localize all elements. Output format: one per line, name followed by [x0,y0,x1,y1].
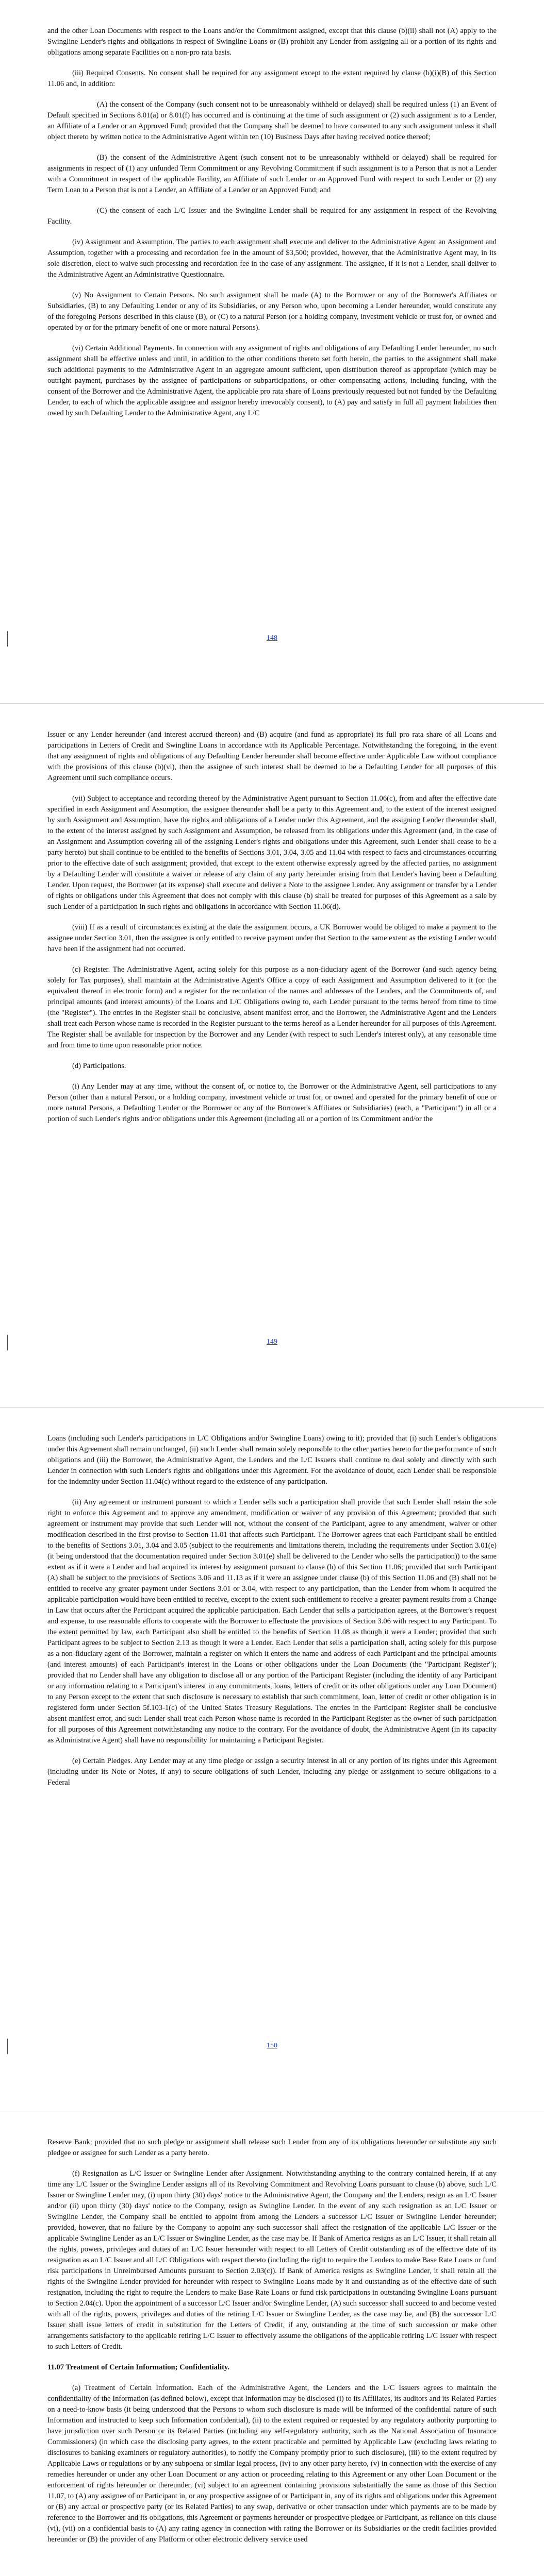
paragraph-resignation-lc-issuer: (f) Resignation as L/C Issuer or Swingline Lender after Assignment. Notwithstanding anything to the contrary contained herein, if at any time any L/C Issuer or the Swingline Lender assigns all of its Revolving Commitment and Revolving Loans pursuant to clause (b) above, such L/C Issuer or Swingline Lender may, (i) upon thirty (30) days' notice to the Administrative Agent, the Company and the Lenders, resign as an L/C Issuer and/or (ii) upon thirty (30) days' notice to the Company, resign as Swingline Lender. In the event of any such resignation as an L/C Issuer or Swingline Lender, the Company shall be entitled to appoint from among the Lenders a successor L/C Issuer or Swingline Lender hereunder; provided, however, that no failure by the Company to appoint any such successor shall affect the resignation of the applicable L/C Issuer or the applicable Swingline Lender as an L/C Issuer or Swingline Lender, as the case may be. If Bank of America resigns as an L/C Issuer, it shall retain all the rights, powers, privileges and duties of an L/C Issuer hereunder with respect to all Letters of Credit outstanding as of the effective date of its resignation as an L/C Issuer and all L/C Obligations with respect thereto (including the right to require the Lenders to make Base Rate Loans or fund risk participations in Unreimbursed Amounts pursuant to Section 2.03(c)). If Bank of America resigns as Swingline Lender, it shall retain all the rights of the Swingline Lender provided for hereunder with respect to Swingline Loans made by it and outstanding as of the effective date of such resignation, including the right to require the Lenders to make Base Rate Loans or fund risk participations in outstanding Swingline Loans pursuant to Section 2.04(c). Upon the appointment of a successor L/C Issuer and/or Swingline Lender, (A) such successor shall succeed to and become vested with all of the rights, powers, privileges and duties of the retiring L/C Issuer or Swingline Lender, as the case may be, and (B) the successor L/C Issuer shall issue letters of credit in substitution for the Letters of Credit, if any, outstanding at the time of such succession or make other arrangements satisfactory to the applicable retiring L/C Issuer to effectively assume the obligations of the applicable retiring L/C Issuer with respect to such Letters of Credit. [47,2170,497,2351]
paragraph: Reserve Bank; provided that no such pledge or assignment shall release such Lender from any of its obligations hereunder or substitute any such pledgee or assignee for such Lender as a party hereto. [47,2138,497,2157]
paragraph-consent-admin-agent: (B) the consent of the Administrative Agent (such consent not to be unreasonably withheld or delayed) shall be required for assignments in respect of (1) any unfunded Term Commitment or any Revolving Commitment if such assignment is to a Person that is not a Lender with a Commitment in respect of the applicable Facility, an Affiliate of such Lender or an Approved Fund with respect to such Lender or (2) any Term Loan to a Person that is not a Lender, an Affiliate of a Lender or an Approved Fund; and [47,154,497,194]
paragraph-no-assignment: (v) No Assignment to Certain Persons. No such assignment shall be made (A) to the Borrower or any of the Borrower's Affiliates or Subsidiaries, (B) to any Defaulting Lender or any of its Subsidiaries, or any Person who, upon becoming a Lender hereunder, would constitute any of the foregoing Persons described in this clause (B), or (C) to a natural Person (or a holding company, investment vehicle or trust for, or owned and operated by or for the primary benefit of one or more natural Persons). [47,291,497,332]
paragraph-assignment-effect: (vii) Subject to acceptance and recording thereof by the Administrative Agent pursuant to Section 11.06(c), from and after the effective date specified in each Assignment and Assumption, the assignee thereunder shall be a party to this Agreement and, to the extent of the interest assigned by such Assignment and Assumption, have the rights and obligations of a Lender under this Agreement, and the assigning Lender thereunder shall, to the extent of the interest assigned by such Assignment and Assumption, be released from its obligations under this Agreement (and, in the case of an Assignment and Assumption covering all of the assigning Lender's rights and obligations under this Agreement, such Lender shall cease to be a party hereto) but shall continue to be entitled to the benefits of Sections 3.01, 3.04, 3.05 and 11.04 with respect to facts and circumstances occurring prior to the effective date of such assignment; provided, that except to the extent otherwise expressly agreed by the affected parties, no assignment by a Defaulting Lender will constitute a waiver or release of any claim of any party hereunder arising from that Lender's having been a Defaulting Lender. Upon request, the Borrower (at its expense) shall execute and deliver a Note to the assignee Lender. Any assignment or transfer by a Lender of rights or obligations under this Agreement that does not comply with this clause (b) shall be treated for purposes of this Agreement as a sale by such Lender of a participation in such rights and obligations in accordance with Section 11.06(d). [47,794,497,911]
paragraph-certain-pledges: (e) Certain Pledges. Any Lender may at any time pledge or assign a security interest in all or any portion of its rights under this Agreement (including under its Note or Notes, if any) to secure obligations of such Lender, including any pledge or assignment to secure obligations to a Federal [47,1757,497,1787]
paragraph: Issuer or any Lender hereunder (and interest accrued thereon) and (B) acquire (and fund as appropriate) its full pro rata share of all Loans and participations in Letters of Credit and Swingline Loans in accordance with its Applicable Percentage. Notwithstanding the foregoing, in the event that any assignment of rights and obligations of any Defaulting Lender hereunder shall become effective under Applicable Law without compliance with the provisions of this clause (b)(vi), then the assignee of such interest shall be deemed to be a Defaulting Lender for all purposes of this Agreement until such compliance occurs. [47,731,497,782]
page-number[interactable]: 150 [267,2042,277,2049]
document-page-151 [0,2111,544,2576]
paragraph-consent-lc-issuer: (C) the consent of each L/C Issuer and the Swingline Lender shall be required for any assignment in respect of the Revolving Facility. [47,207,497,226]
paragraph: and the other Loan Documents with respect to the Loans and/or the Commitment assigned, except that this clause (b)(ii) shall not (A) apply to the Swingline Lender's rights and obligations in respect of Swingline Loans or (B) prohibit any Lender from assigning all or a portion of its rights and obligations among separate Facilities on a non-pro rata basis. [47,27,497,57]
paragraph-assignment-assumption: (iv) Assignment and Assumption. The parties to each assignment shall execute and deliver to the Administrative Agent an Assignment and Assumption, together with a processing and recordation fee in the amount of $3,500; provided, however, that the Administrative Agent may, in its sole discretion, elect to waive such processing and recordation fee in the case of any assignment. The assignee, if it is not a Lender, shall deliver to the Administrative Agent an Administrative Questionnaire. [47,238,497,279]
document-page-149 [0,704,544,1407]
paragraph-uk-borrower: (viii) If as a result of circumstances existing at the date the assignment occurs, a UK Borrower would be obliged to make a payment to the assignee under Section 3.01, then the assignee is only entitled to receive payment under that Section to the same extent as the existing Lender would have been if the assignment had not occurred. [47,923,497,953]
paragraph-participations: (i) Any Lender may at any time, without the consent of, or notice to, the Borrower or the Administrative Agent, sell participations to any Person (other than a natural Person, or a holding company, investment vehicle or trust for, or owned and operated for the primary benefit of one or more natural Persons, a Defaulting Lender or the Borrower or any of the Borrower's Affiliates or Subsidiaries) (each, a "Participant") in all or a portion of such Lender's rights and/or obligations under this Agreement (including all or a portion of its Commitment and/or the [47,1082,497,1123]
paragraph: Loans (including such Lender's participations in L/C Obligations and/or Swingline Loans) owing to it); provided that (i) such Lender's obligations under this Agreement shall remain unchanged, (ii) such Lender shall remain solely responsible to the other parties hereto for the performance of such obligations and (iii) the Borrower, the Administrative Agent, the Lenders and the L/C Issuers shall continue to deal solely and directly with such Lender in connection with such Lender's rights and obligations under this Agreement. For the avoidance of doubt, each Lender shall be responsible for the indemnity under Section 11.04(c) without regard to the existence of any participation. [47,1434,497,1486]
paragraph-participations-heading: (d) Participations. [72,1062,126,1070]
document-page-150 [0,1408,544,2111]
section-heading-11-07: 11.07 Treatment of Certain Information; Confidentiality. [47,2363,230,2371]
paragraph-participation-agreement: (ii) Any agreement or instrument pursuant to which a Lender sells such a participation shall provide that such Lender shall retain the sole right to enforce this Agreement and to approve any amendment, modification or waiver of any provision of this Agreement; provided that such agreement or instrument may provide that such Lender will not, without the consent of the Participant, agree to any amendment, waiver or other modification described in the first proviso to Section 11.01 that affects such Participant. The Borrower agrees that each Participant shall be entitled to the benefits of Sections 3.01, 3.04 and 3.05 (subject to the requirements and limitations therein, including the requirements under Section 3.01(e) (it being understood that the documentation required under Section 3.01(e) shall be delivered to the Lender who sells the participation)) to the same extent as if it were a Lender and had acquired its interest by assignment pursuant to clause (b) of this Section 11.06; provided that such Participant (A) shall be subject to the provisions of Sections 3.06 and 11.13 as if it were an assignee under clause (b) of this Section 11.06 and (B) shall not be entitled to receive any greater payment under Sections 3.01 or 3.04, with respect to any participation, than the Lender from whom it acquired the applicable participation would have been entitled to receive, except to the extent such entitlement to receive a greater payment results from a Change in Law that occurs after the Participant acquired the applicable participation. Each Lender that sells a participation agrees, at the Borrower's request and expense, to use reasonable efforts to cooperate with the Borrower to effectuate the provisions of Section 3.06 with respect to any Participant. To the extent permitted by law, each Participant also shall be entitled to the benefits of Section 11.08 as though it were a Lender; provided that such Participant agrees to be subject to Section 2.13 as though it were a Lender. Each Lender that sells a participation shall, acting solely for this purpose as a non-fiduciary agent of the Borrower, maintain a register on which it enters the name and address of each Participant and the principal amounts (and interest amounts) of each Participant's interest in the Loans or other obligations under the Loan Documents (the "Participant Register"); provided that no Lender shall have any obligation to disclose all or any portion of the Participant Register (including the identity of any Participant or any information relating to a Participant's interest in any commitments, loans, letters of credit or its other obligations under any Loan Document) to any Person except to the extent that such disclosure is necessary to establish that such commitment, loan, letter of credit or other obligation is in registered form under Section 5f.103-1(c) of the United States Treasury Regulations. The entries in the Participant Register shall be conclusive absent manifest error, and such Lender shall treat each Person whose name is recorded in the Participant Register as the owner of such participation for all purposes of this Agreement notwithstanding any notice to the contrary. For the avoidance of doubt, the Administrative Agent (in its capacity as Administrative Agent) shall have no responsibility for maintaining a Participant Register. [47,1498,497,1744]
paragraph-additional-payments: (vi) Certain Additional Payments. In connection with any assignment of rights and obligations of any Defaulting Lender hereunder, no such assignment shall be effective unless and until, in addition to the other conditions thereto set forth herein, the parties to the assignment shall make such additional payments to the Administrative Agent in an aggregate amount sufficient, upon distribution thereof as appropriate (which may be outright payment, purchases by the assignee of participations or subparticipations, or other compensating actions, including funding, with the consent of the Borrower and the Administrative Agent, the applicable pro rata share of Loans previously requested but not funded by the Defaulting Lender, to each of which the applicable assignee and assignor hereby irrevocably consent), to (A) pay and satisfy in full all payment liabilities then owed by such Defaulting Lender to the Administrative Agent, any L/C [47,344,497,417]
page-number[interactable]: 148 [267,634,277,642]
paragraph-consent-company: (A) the consent of the Company (such consent not to be unreasonably withheld or delayed) shall be required unless (1) an Event of Default specified in Sections 8.01(a) or 8.01(f) has occurred and is continuing at the time of such assignment or (2) such assignment is to a Lender, an Affiliate of a Lender or an Approved Fund; provided that the Company shall be deemed to have consented to any such assignment unless it shall object thereto by written notice to the Administrative Agent within ten (10) Business Days after having received notice thereof; [47,100,497,141]
paragraph-treatment-information: (a) Treatment of Certain Information. Each of the Administrative Agent, the Lenders and the L/C Issuers agrees to maintain the confidentiality of the Information (as defined below), except that Information may be disclosed (i) to its Affiliates, its auditors and its Related Parties on a need-to-know basis (it being understood that the Persons to whom such disclosure is made will be informed of the confidential nature of such Information and instructed to keep such Information confidential), (ii) to the extent required or requested by any regulatory authority purporting to have jurisdiction over such Person or its Related Parties (including any self-regulatory authority, such as the National Association of Insurance Commissioners) (in which case the disclosing party agrees, to the extent practicable and permitted by Applicable Law (excluding laws relating to disclosures to banking examiners or regulatory authorities), to notify the Company promptly prior to such disclosure), (iii) to the extent required by Applicable Laws or regulations or by any subpoena or similar legal process, (iv) to any other party hereto, (v) in connection with the exercise of any remedies hereunder or under any other Loan Document or any action or proceeding relating to this Agreement or any other Loan Document or the enforcement of rights hereunder or thereunder, (vi) subject to an agreement containing provisions substantially the same as those of this Section 11.07, to (A) any assignee of or Participant in, or any prospective assignee of or Participant in, any of its rights and obligations under this Agreement or (B) any actual or prospective party (or its Related Parties) to any swap, derivative or other transaction under which payments are to be made by reference to the Borrower and its obligations, this Agreement or payments hereunder or prospective pledgee or Participant, as reliance on this clause (vi), (vii) on a confidential basis to (A) any rating agency in connection with rating the Borrower or its Subsidiaries or the credit facilities provided hereunder or (B) the provider of any Platform or other electronic delivery service used [47,2384,497,2544]
paragraph-register: (c) Register. The Administrative Agent, acting solely for this purpose as a non-fiduciary agent of the Borrower (and such agency being solely for Tax purposes), shall maintain at the Administrative Agent's Office a copy of each Assignment and Assumption delivered to it (or the equivalent thereof in electronic form) and a register for the recordation of the names and addresses of the Lenders, and the Commitments of, and principal amounts (and interest amounts) of the Loans and L/C Obligations owing to, each Lender pursuant to the terms hereof from time to time (the "Register"). The entries in the Register shall be conclusive, absent manifest error, and the Borrower, the Administrative Agent and the Lenders shall treat each Person whose name is recorded in the Register pursuant to the terms hereof as a Lender hereunder for all purposes of this Agreement. The Register shall be available for inspection by the Borrower and any Lender (with respect to such Lender's interest only), at any reasonable time and from time to time upon reasonable prior notice. [47,965,497,1049]
page-number[interactable]: 149 [267,1338,277,1346]
document-page-148 [0,0,544,703]
paragraph-required-consents: (iii) Required Consents. No consent shall be required for any assignment except to the extent required by clause (b)(i)(B) of this Section 11.06 and, in addition: [47,69,497,88]
